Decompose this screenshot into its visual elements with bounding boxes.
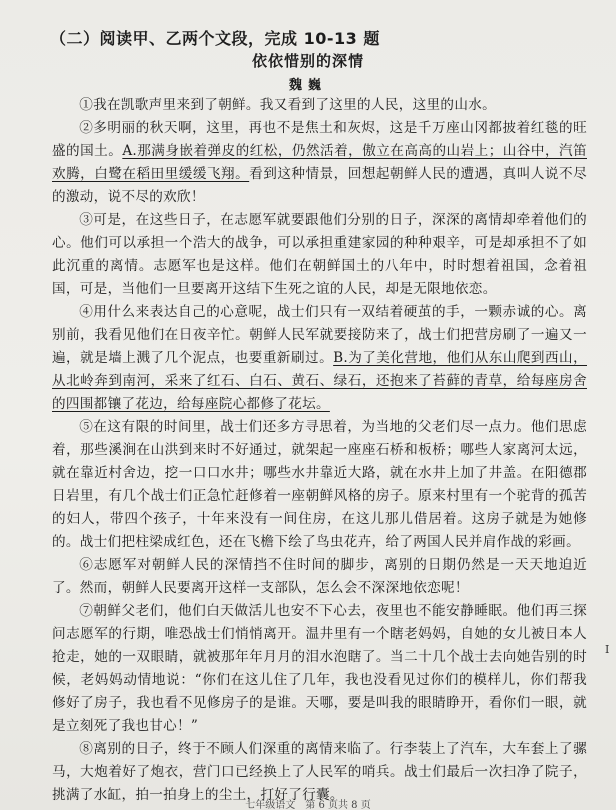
paragraph-text: ③可是，在这些日子，在志愿军就要跟他们分别的日子，深深的离情却牵着他们的心。他们可以承担一个浩大的战争，可以承担重建家园的种种艰辛，可是却承担不了如此沉重的离情。志愿军也是这样。他们在朝鲜国土的八年中，时时想着祖国，念着祖国，可是，当他们一旦要离开这结下生死之谊的人民，却是无限地依恋。: [52, 212, 587, 297]
paragraph-1: [52, 94, 587, 117]
paragraph-4: [52, 301, 587, 416]
paragraph-7: [52, 600, 587, 738]
paragraph-text: ⑧离别的日子，终于不顾人们深重的离情来临了。行李装上了汽车，大车套上了骡马，大炮着好了炮衣，营门口已经换上了人民军的哨兵。战士们最后一次扫净了院子，挑满了水缸，拍一拍身上的尘土，打好了行囊。: [52, 741, 587, 803]
article-body: [52, 94, 587, 807]
underlined-sentence: A.那满身嵌着弹皮的红松，仍然活着，傲立在高高的山岩上；山谷中，汽笛欢腾，白鹭在稻田里缓缓飞翔。: [52, 143, 587, 182]
paragraph-text: ⑥志愿军对朝鲜人民的深情挡不住时间的脚步，离别的日期仍然是一天天地迫近了。然而，朝鲜人民要离开这样一支部队，怎么会不深深地依恋呢！: [52, 557, 587, 596]
margin-mark: I: [605, 643, 610, 656]
underlined-sentence: B.为了美化营地，他们从东山爬到西山，从北岭奔到南河，采来了红石、白石、黄石、绿石，还抱来了苔藓的青草，给每座房舍的四围都镶了花边，给每座院心都修了花坛。: [52, 350, 587, 412]
paragraph-text: ①我在凯歌声里来到了朝鲜。我又看到了这里的人民，这里的山水。: [79, 97, 496, 113]
paragraph-5: [52, 416, 587, 554]
paragraph-text: ⑤在这有限的时间里，战士们还多方寻思着，为当地的父老们尽一点力。他们思虑着，那些溪涧在山洪到来时不好通过，就架起一座座石桥和板桥；哪些人家离河太远，就在靠近村舍边，挖一口口水井；哪些水井靠近大路，就在水井上加了井盖。在阳德郡日岩里，有几个战士们正急忙赶修着一座朝鲜风格的房子。原来村里有一个驼背的孤苦的妇人，带四个孩子，十年来没有一间住房，在这儿那儿借居着。这房子就是为她修的。战士们把柱梁成红色，还在飞檐下绘了鸟虫花卉，给了两国人民并肩作战的彩画。: [52, 419, 587, 550]
paragraph-text: ④用什么来表达自己的心意呢，战士们只有一双结着硬茧的手，一颗赤诚的心。离别前，我看见他们在日夜辛忙。朝鲜人民军就要接防来了，战士们把营房刷了一遍又一遍，就是墙上溅了几个泥点，也要重新刷过。: [52, 304, 587, 366]
paragraph-6: [52, 554, 587, 600]
section-heading: （二）阅读甲、乙两个文段，完成 10-13 题: [50, 29, 380, 48]
paragraph-text: ②多明丽的秋天啊，这里，再也不是焦土和灰烬，这是千万座山冈都披着红毯的旺盛的国土。: [52, 120, 587, 159]
page-footer: 七年级语文 第 6 页共 8 页: [245, 800, 371, 810]
article-author: 魏巍: [288, 78, 327, 93]
article-title: 依依惜别的深情: [251, 52, 364, 70]
paragraph-3: [52, 209, 587, 301]
paragraph-text: 看到这种情景，回想起朝鲜人民的遭遇，真叫人说不尽的激动，说不尽的欢欣！: [52, 166, 587, 205]
paragraph-2: [52, 117, 587, 209]
paragraph-text: ⑦朝鲜父老们，他们白天做活儿也安不下心去，夜里也不能安静睡眠。他们再三探问志愿军的行期，唯恐战士们悄悄离开。温井里有一个瞎老妈妈，自她的女儿被日本人抢走，她的一双眼睛，就被那年年月月的泪水泡瞎了。当二十几个战士去向她告别的时候，老妈妈动情地说：“你们在这儿住了几年，我也没看见过你们的模样儿，你们帮我修好了房子，我也看不见修房子的是谁。天哪，要是叫我的眼睛睁开，看你们一眼，就是立刻死了我也甘心！”: [52, 603, 587, 734]
